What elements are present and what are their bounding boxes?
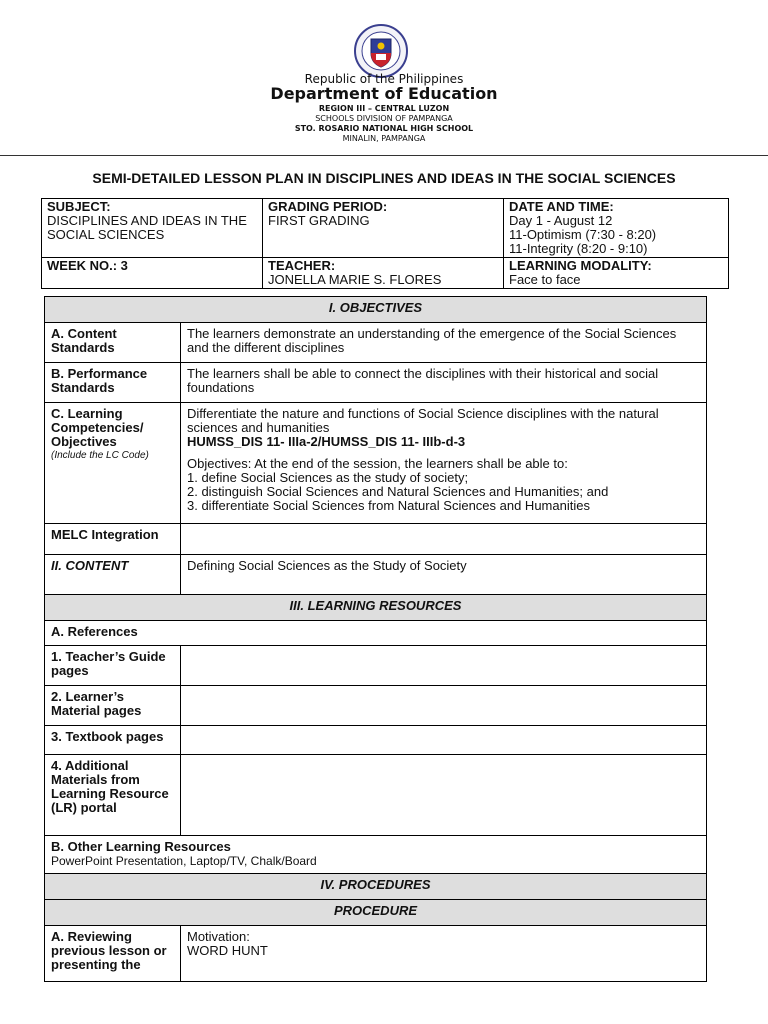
content-standards-label: A. Content Standards [45, 323, 181, 363]
content-standards-row [45, 323, 707, 363]
motivation-label: Motivation: [187, 929, 250, 944]
week-cell [42, 258, 263, 289]
subject-cell [42, 199, 263, 258]
modality-label: LEARNING MODALITY: [509, 258, 652, 273]
content-label: II. CONTENT [45, 555, 181, 595]
other-resources-cell [45, 836, 707, 874]
textbook-value [181, 726, 707, 755]
week-label: WEEK NO.: 3 [47, 258, 128, 273]
additional-materials-label: 4. Additional Materials from Learning Resource (LR) portal [45, 755, 181, 836]
references-row [45, 621, 707, 646]
department-title: Department of Education [270, 84, 498, 103]
procedures-header-row [45, 874, 707, 900]
date-line: 11-Optimism (7:30 - 8:20) [509, 227, 657, 242]
objectives-header: I. OBJECTIVES [45, 297, 707, 323]
lesson-plan-table [44, 296, 707, 982]
reviewing-content [181, 926, 707, 982]
content-standards-text: The learners demonstrate an understanding of the emergence of the Social Sciences and the different disciplines [181, 323, 707, 363]
procedure-subheader-row [45, 900, 707, 926]
other-resources-label: B. Other Learning Resources [51, 839, 231, 854]
info-row-2 [42, 258, 729, 289]
melc-label: MELC Integration [45, 524, 181, 555]
grading-cell [263, 199, 504, 258]
header-divider [0, 155, 768, 156]
content-value: Defining Social Sciences as the Study of Society [181, 555, 707, 595]
teachers-guide-row [45, 646, 707, 686]
deped-seal-icon [354, 24, 408, 78]
competencies-label: C. Learning Competencies/ Objectives [51, 406, 144, 449]
lesson-info-table [41, 198, 729, 289]
additional-materials-value [181, 755, 707, 836]
modality-cell [504, 258, 729, 289]
teachers-guide-value [181, 646, 707, 686]
learners-material-label: 2. Learner’s Material pages [45, 686, 181, 726]
other-resources-value: PowerPoint Presentation, Laptop/TV, Chalk/Board [51, 854, 317, 868]
learners-material-value [181, 686, 707, 726]
grading-value: FIRST GRADING [268, 213, 370, 228]
competencies-row [45, 403, 707, 524]
content-row [45, 555, 707, 595]
republic-text: Republic of the Philippines [304, 72, 464, 86]
objective-item: 1. define Social Sciences as the study of society; [187, 470, 469, 485]
additional-materials-row [45, 755, 707, 836]
teacher-cell [263, 258, 504, 289]
school-location: MINALIN, PAMPANGA [342, 134, 426, 143]
melc-row [45, 524, 707, 555]
competencies-code: HUMSS_DIS 11- IIIa-2/HUMSS_DIS 11- IIIb-d-3 [187, 434, 466, 449]
performance-standards-label: B. Performance Standards [45, 363, 181, 403]
teachers-guide-label: 1. Teacher’s Guide pages [45, 646, 181, 686]
textbook-row [45, 726, 707, 755]
objective-item: 3. differentiate Social Sciences from Natural Sciences and Humanities [187, 498, 590, 513]
competencies-note: (Include the LC Code) [51, 450, 149, 461]
competencies-text: Differentiate the nature and functions of Social Science disciplines with the natural sciences and humanities [187, 406, 659, 435]
grading-label: GRADING PERIOD: [268, 199, 388, 214]
document-title: SEMI-DETAILED LESSON PLAN IN DISCIPLINES AND IDEAS IN THE SOCIAL SCIENCES [92, 170, 676, 186]
motivation-value: WORD HUNT [187, 943, 268, 958]
objective-item: 2. distinguish Social Sciences and Natural Sciences and Humanities; and [187, 484, 609, 499]
resources-header: III. LEARNING RESOURCES [45, 595, 707, 621]
teacher-value: JONELLA MARIE S. FLORES [268, 272, 442, 287]
reviewing-row [45, 926, 707, 982]
other-resources-row [45, 836, 707, 874]
melc-value [181, 524, 707, 555]
objectives-intro: Objectives: At the end of the session, the learners shall be able to: [187, 456, 568, 471]
performance-standards-text: The learners shall be able to connect the disciplines with their historical and social foundations [181, 363, 707, 403]
performance-standards-row [45, 363, 707, 403]
references-label: A. References [45, 621, 707, 646]
date-label: DATE AND TIME: [509, 199, 614, 214]
school-name: STO. ROSARIO NATIONAL HIGH SCHOOL [294, 124, 474, 133]
objectives-header-row [45, 297, 707, 323]
info-row-1 [42, 199, 729, 258]
textbook-label: 3. Textbook pages [45, 726, 181, 755]
date-line: Day 1 - August 12 [509, 213, 613, 228]
resources-header-row [45, 595, 707, 621]
region-text: REGION III – CENTRAL LUZON [318, 104, 450, 113]
procedure-subheader: PROCEDURE [45, 900, 707, 926]
modality-value: Face to face [509, 272, 581, 287]
division-text: SCHOOLS DIVISION OF PAMPANGA [315, 114, 453, 123]
learners-material-row [45, 686, 707, 726]
date-line: 11-Integrity (8:20 - 9:10) [509, 241, 648, 256]
date-cell [504, 199, 729, 258]
competencies-content [181, 403, 707, 524]
subject-label: SUBJECT: [47, 199, 111, 214]
reviewing-label: A. Reviewing previous lesson or presenting the [45, 926, 181, 982]
competencies-cell [45, 403, 181, 524]
teacher-label: TEACHER: [268, 258, 336, 273]
procedures-header: IV. PROCEDURES [45, 874, 707, 900]
subject-value: DISCIPLINES AND IDEAS IN THE SOCIAL SCIENCES [47, 213, 247, 242]
